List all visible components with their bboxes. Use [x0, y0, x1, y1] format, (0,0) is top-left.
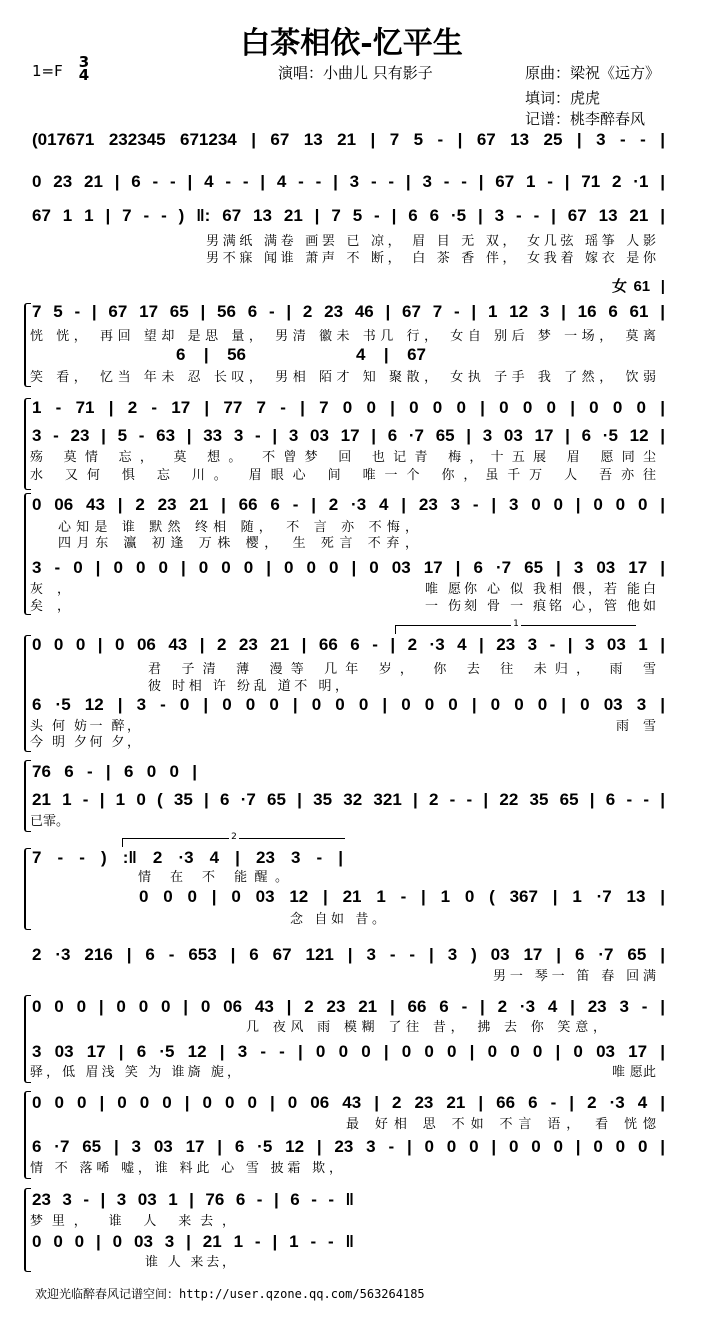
lyric-line: 一 伤刻 骨 一 痕铭 心，管 他如	[425, 599, 656, 614]
notation-row: 4 | 67	[356, 345, 426, 364]
notation-row: 6 ·7 65 | 3 03 17 | 6 ·5 12 | 23 3 - | 0 0 0 | 0 0 0 | 0 0 0 |	[32, 1137, 665, 1156]
lyric-line: 情 在 不 能醒。	[138, 870, 288, 885]
song-title: 白茶相依-忆平生	[240, 26, 463, 61]
notation-row: 0 06 43 | 2 23 21 | 66 6 - | 2 ·3 4 | 23 3 - | 3 0 0 | 0 0 0 |	[32, 495, 665, 514]
notation-row: 0 0 0 | 0 0 0 | 0 06 43 | 2 23 21 | 66 6 - | 2 ·3 4 | 23 3 - |	[32, 997, 665, 1016]
notation-row: 21 1 - | 1 0 ( 35 | 6 ·7 65 | 35 32 321 | 2 - - | 22 35 65 | 6 - - |	[32, 790, 665, 809]
lyric-line: 最 好相 思 不如 不言 语， 看 恍惚	[346, 1117, 656, 1132]
notation-row: 6 ·5 12 | 3 - 0 | 0 0 0 | 0 0 0 | 0 0 0 | 0 0 0 | 0 03 3 |	[32, 695, 665, 714]
volta-2: 2	[122, 838, 345, 847]
lyric-line: 头 何 妨一 醉，	[30, 719, 140, 734]
lyric-line: 今 明 夕何 夕，	[30, 735, 140, 750]
lyric-line: 四月东 瀛 初逢 万株 樱， 生 死言 不弃，	[58, 536, 418, 551]
lyric-line: 矣，	[30, 599, 70, 614]
notation-row: 6 | 56	[176, 345, 246, 364]
notation-row: 3 - 0 | 0 0 0 | 0 0 0 | 0 0 0 | 0 03 17 | 6 ·7 65 | 3 03 17 |	[32, 558, 665, 577]
lyric-line: 已霏。	[30, 814, 70, 829]
notation-row: 女61 |	[612, 278, 665, 295]
notation-row: 7 5 - | 67 17 65 | 56 6 - | 2 23 46 | 67 7 - | 1 12 3 | 16 6 61 |	[32, 302, 665, 321]
notation-row: (017671 232345 671234 | 67 13 21 | 7 5 - | 67 13 25 | 3 - - |	[32, 130, 665, 149]
notation-row: 23 3 - | 3 03 1 | 76 6 - | 6 - - ‖	[32, 1190, 354, 1209]
key-signature: 1=F	[32, 62, 63, 80]
singers: 演唱：小曲儿 只有影子	[278, 64, 433, 82]
lyric-line: 梦里， 谁 人 来去，	[30, 1214, 235, 1229]
notation-row: 0 0 0 | 0 03 12 | 21 1 - | 1 0 ( 367 | 1 ·7 13 |	[139, 887, 665, 906]
notation-row: 0 23 21 | 6 - - | 4 - - | 4 - - | 3 - - | 3 - - | 67 1 - | 71 2 ·1 |	[32, 172, 665, 191]
notation-row: 3 03 17 | 6 ·5 12 | 3 - - | 0 0 0 | 0 0 0 | 0 0 0 | 0 03 17 |	[32, 1042, 665, 1061]
notation-row: 7 - - ) :‖ 2 ·3 4 | 23 3 - |	[32, 848, 343, 867]
footer-link[interactable]: 欢迎光临醉春风记谱空间：http://user.qzone.qq.com/563264185	[35, 1287, 425, 1301]
lyric-line: 彼 时相 许 纷乱 道不 明，	[148, 679, 348, 694]
lyric-line: 心知是 谁 默然 终相 随， 不 言 亦 不悔，	[58, 520, 418, 535]
lyric-line: 恍 恍， 再回 望却 是思 量， 男清 徽未 书几 行， 女自 别后 梦 一场， 莫离	[30, 329, 656, 344]
notation-row: 76 6 - | 6 0 0 |	[32, 762, 197, 781]
lyric-line: 男不寐 闻谁 萧声 不 断， 白 茶 香 伴， 女我着 嫁衣 是你	[206, 251, 656, 266]
lyric-line: 雨 雪	[616, 719, 656, 734]
system-bracket	[24, 848, 31, 930]
original-song: 原曲：梁祝《远方》	[525, 64, 661, 82]
transcriber: 记谱：桃李醉春风	[525, 110, 646, 128]
lyric-line: 唯 愿你 心 似 我相 偎，若 能白	[425, 582, 656, 597]
lyric-line: 情 不 落唏 嘘，谁 料此 心 雪 披霜 欺，	[30, 1161, 342, 1176]
lyric-line: 驿，低 眉浅 笑 为 谁旖 旎，	[30, 1065, 240, 1080]
notation-row: 2 ·3 216 | 6 - 653 | 6 67 121 | 3 - - | 3 ) 03 17 | 6 ·7 65 |	[32, 945, 665, 964]
lyric-line: 灰，	[30, 582, 70, 597]
lyric-line: 几 夜风 雨 模糊 了往 昔， 拂 去 你 笑意，	[246, 1020, 606, 1035]
lyric-line: 谁 人 来去，	[145, 1255, 235, 1270]
notation-row: 3 - 23 | 5 - 63 | 33 3 - | 3 03 17 | 6 ·7 65 | 3 03 17 | 6 ·5 12 |	[32, 426, 665, 445]
lyric-line: 水 又何 惧 忘 川。 眉眼心 间 唯一个 你，虽千万 人 吾亦往	[30, 468, 656, 483]
time-signature: 3 4	[78, 53, 90, 84]
volta-1: 1	[395, 625, 636, 634]
lyric-line: 殇 莫情 忘， 莫 想。 不曾梦 回 也记青 梅，十五展 眉 愿同尘	[30, 450, 656, 465]
lyricist: 填词：虎虎	[525, 89, 601, 107]
notation-row: 1 - 71 | 2 - 17 | 77 7 - | 7 0 0 | 0 0 0 | 0 0 0 | 0 0 0 |	[32, 398, 665, 417]
notation-row: 0 0 0 | 0 03 3 | 21 1 - | 1 - - ‖	[32, 1232, 354, 1251]
lyric-line: 念 自如 昔。	[290, 912, 385, 927]
notation-row: 0 0 0 | 0 0 0 | 0 0 0 | 0 06 43 | 2 23 21 | 66 6 - | 2 ·3 4 |	[32, 1093, 665, 1112]
lyric-line: 笑 看， 忆当 年未 忍 长叹， 男相 陌才 知 聚散， 女执 子手 我 了然， 饮弱	[30, 370, 656, 385]
notation-row: 67 1 1 | 7 - - ) ‖: 67 13 21 | 7 5 - | 6 6 ·5 | 3 - - | 67 13 21 |	[32, 206, 665, 225]
notation-row: 0 0 0 | 0 06 43 | 2 23 21 | 66 6 - | 2 ·3 4 | 23 3 - | 3 03 1 |	[32, 635, 665, 654]
lyric-line: 男满纸 满卷 画罢 已 凉， 眉 目 无 双， 女几弦 瑶筝 人影	[206, 234, 656, 249]
lyric-line: 君 子清 薄 漫等 几年 岁， 你 去 往 未归， 雨 雪	[148, 662, 656, 677]
lyric-line: 唯 愿此	[612, 1065, 656, 1080]
lyric-line: 男一 琴一 笛 春 回满	[493, 969, 656, 984]
